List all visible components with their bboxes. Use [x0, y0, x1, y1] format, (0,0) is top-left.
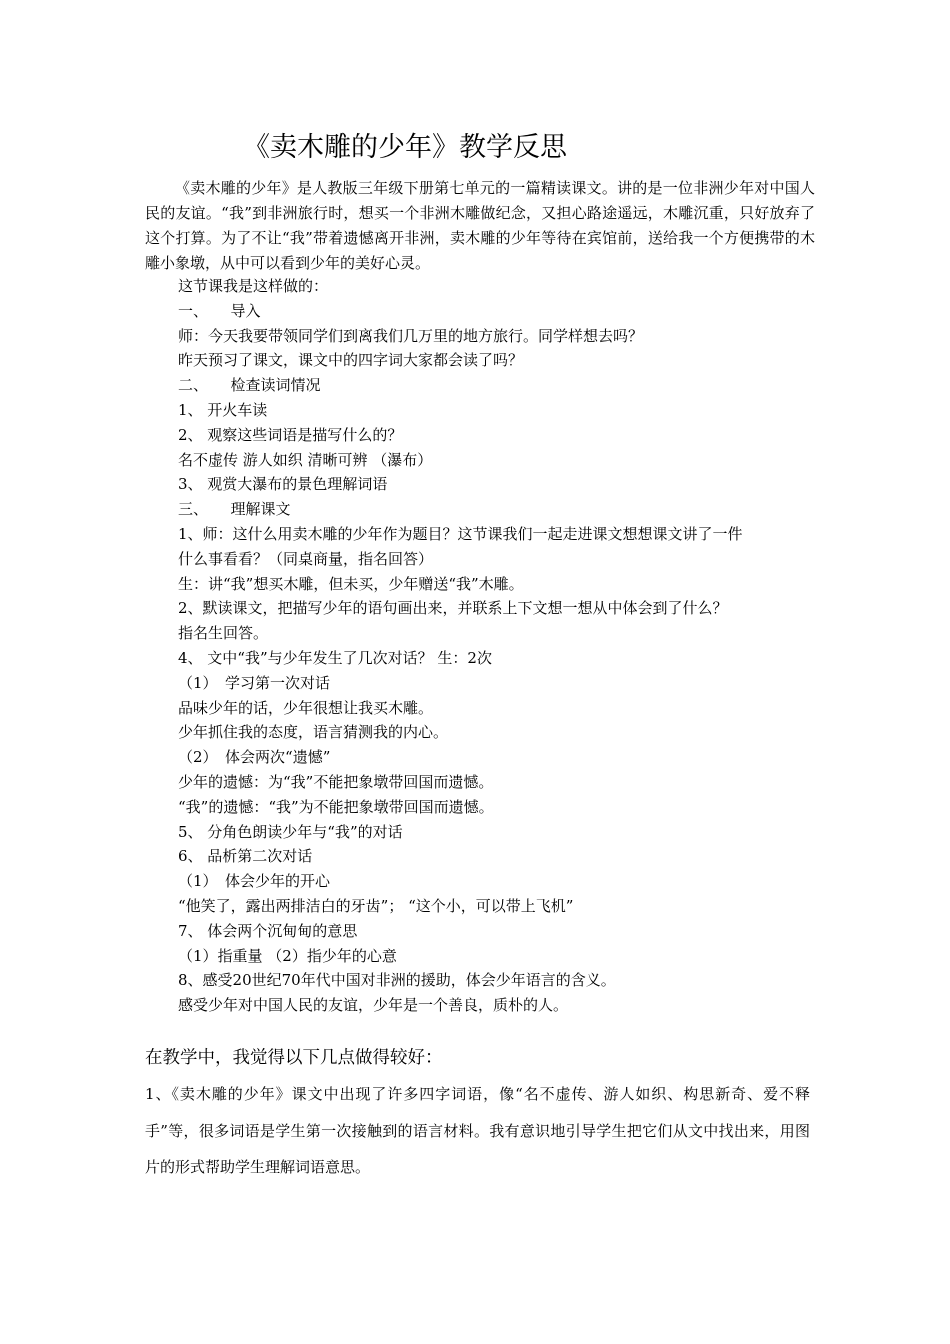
- lesson-line: （2） 体会两次“遗憾”: [178, 748, 331, 767]
- lesson-line: 2、默读课文，把描写少年的语句画出来，并联系上下文想一想从中体会到了什么？: [178, 599, 728, 618]
- section-heading: 在教学中，我觉得以下几点做得较好：: [145, 1048, 443, 1068]
- lesson-line: “我”的遗憾：“我”为不能把象墩带回国而遗憾。: [178, 797, 494, 816]
- lesson-line: 什么事看看？（同桌商量，指名回答）: [178, 549, 434, 568]
- lesson-line: 感受少年对中国人民的友谊，少年是一个善良，质朴的人。: [178, 996, 569, 1015]
- lesson-line: 品味少年的话，少年很想让我买木雕。: [178, 698, 434, 717]
- lesson-line: 1、师：这什么用卖木雕的少年作为题目？这节课我们一起走进课文想想课文讲了一件: [178, 524, 743, 543]
- lesson-line: 指名生回答。: [178, 624, 269, 643]
- lesson-line: 2、 观察这些词语是描写什么的？: [178, 425, 403, 444]
- lesson-line: 少年抓住我的态度，语言猜测我的内心。: [178, 723, 449, 742]
- lesson-line: 8、感受20世纪70年代中国对非洲的援助，体会少年语言的含义。: [178, 971, 616, 990]
- lesson-line: 一、 导入: [178, 301, 261, 320]
- lesson-line: 4、 文中“我”与少年发生了几次对话？ 生：2次: [178, 648, 492, 667]
- lesson-line: 5、 分角色朗读少年与“我”的对话: [178, 822, 403, 841]
- lesson-line: 3、 观赏大瀑布的景色理解词语: [178, 475, 388, 494]
- lesson-line: 名不虚传 游人如织 清晰可辨 （瀑布）: [178, 450, 433, 469]
- lesson-steps: [178, 274, 818, 1018]
- document-title: 《卖木雕的少年》教学反思: [243, 132, 567, 163]
- intro-paragraph: 《卖木雕的少年》是人教版三年级下册第七单元的一篇精读课文。讲的是一位非洲少年对中国人民的友谊。“我”到非洲旅行时，想买一个非洲木雕做纪念，又担心路途遥远，木雕沉重，只好放弃了这个打算。为了不让“我”带着遗憾离开非洲，卖木雕的少年等待在宾馆前，送给我一个方便携带的木雕小象墩，从中可以看到少年的美好心灵。: [145, 179, 815, 272]
- lesson-line: “他笑了，露出两排洁白的牙齿”； “这个小，可以带上飞机”: [178, 896, 574, 915]
- lesson-line: 1、 开火车读: [178, 400, 268, 419]
- lesson-line: （1）指重量 （2）指少年的心意: [178, 946, 397, 965]
- lesson-line: 二、 检查读词情况: [178, 376, 321, 395]
- lesson-line: 6、 品析第二次对话: [178, 847, 313, 866]
- lesson-line: 生：讲“我”想买木雕，但未买，少年赠送“我”木雕。: [178, 574, 524, 593]
- lesson-line: 少年的遗憾：为“我”不能把象墩带回国而遗憾。: [178, 772, 494, 791]
- closing-paragraph: 1、《卖木雕的少年》课文中出现了许多四字词语，像“名不虚传、游人如织、构思新奇、爱不释手”等，很多词语是学生第一次接触到的语言材料。我有意识地引导学生把它们从文中找出来，用图片的形式帮助学生理解词语意思。: [145, 1085, 810, 1176]
- lesson-line: 昨天预习了课文，课文中的四字词大家都会读了吗？: [178, 351, 524, 370]
- lesson-line: （1） 体会少年的开心: [178, 872, 331, 891]
- lesson-line: 师：今天我要带领同学们到离我们几万里的地方旅行。同学样想去吗？: [178, 326, 644, 345]
- lesson-line: 7、 体会两个沉甸甸的意思: [178, 921, 358, 940]
- lesson-line: （1） 学习第一次对话: [178, 673, 331, 692]
- lesson-line: 三、 理解课文: [178, 500, 291, 519]
- lesson-line: 这节课我是这样做的：: [178, 277, 329, 295]
